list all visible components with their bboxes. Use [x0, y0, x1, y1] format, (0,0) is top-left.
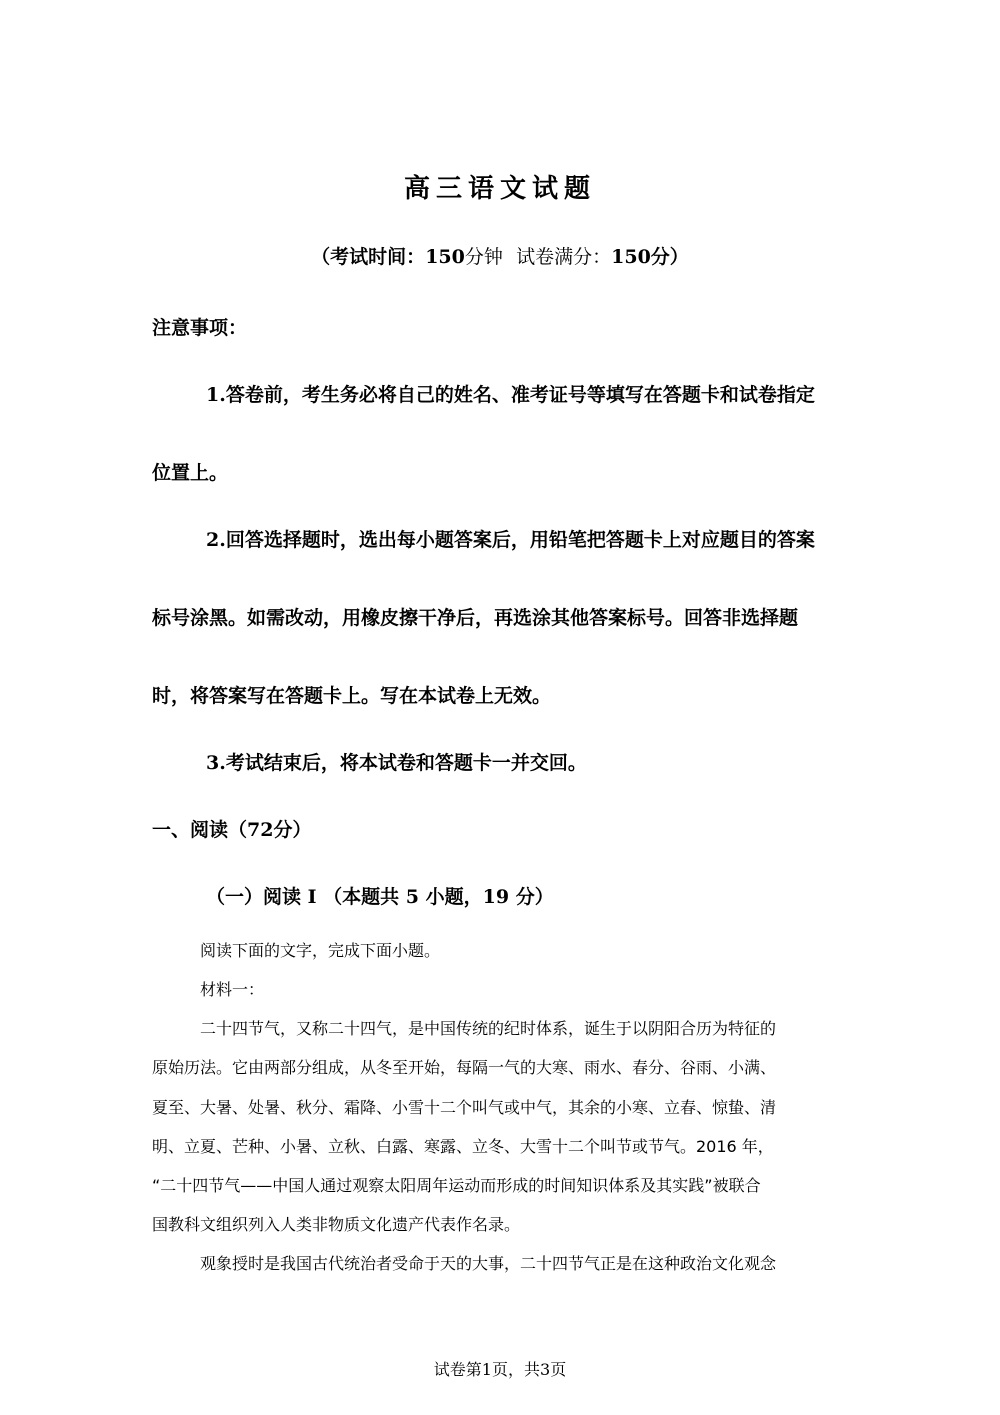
subsection-mid2: 小题，	[425, 886, 483, 908]
exam-score-value: 150	[611, 246, 651, 268]
footer-page-number: 1	[481, 1360, 492, 1379]
section-heading-suffix: 分）	[273, 819, 312, 841]
material-label: 材料一：	[200, 980, 265, 999]
section-heading-prefix: 一、阅读（	[152, 819, 248, 841]
paragraph1-line4: 明、立夏、芒种、小暑、立秋、白露、寒露、立冬、大雪十二个叫节或节气。2016 年，	[152, 1137, 774, 1156]
paragraph1-line6: 国教科文组织列入人类非物质文化遗产代表作名录。	[152, 1215, 521, 1234]
notice-3-text: 考试结束后，将本试卷和答题卡一并交回。	[225, 752, 587, 774]
page-title: 高三语文试题	[403, 174, 596, 204]
section-heading-score: 72	[247, 819, 274, 841]
subsection-count: 5	[405, 886, 420, 908]
notice-2-number: 2.	[206, 529, 226, 551]
subsection-suffix: 分）	[515, 886, 554, 908]
subsection-mid1: （本题共	[323, 886, 400, 908]
exam-time-unit: 分钟	[464, 246, 503, 268]
paragraph1-line3: 夏至、大暑、处暑、秋分、霜降、小雪十二个叫气或中气，其余的小寒、立春、惊蛰、清	[152, 1098, 777, 1117]
exam-info-open: （考试时间：	[311, 246, 426, 268]
exam-info	[0, 242, 1000, 269]
notice-1-text: 答卷前，考生务必将自己的姓名、准考证号等填写在答题卡和试卷指定	[225, 384, 815, 406]
footer-mid: 页，共	[491, 1360, 540, 1379]
paragraph1-line5: “二十四节气——中国人通过观察太阳周年运动而形成的时间知识体系及其实践”被联合	[152, 1176, 761, 1195]
reading-instruction: 阅读下面的文字，完成下面小题。	[200, 941, 441, 960]
subsection-prefix: （一）阅读	[206, 886, 302, 908]
notice-2-line1	[206, 525, 815, 552]
subsection-roman: I	[307, 886, 317, 908]
notice-2-text: 回答选择题时，选出每小题答案后，用铅笔把答题卡上对应题目的答案	[225, 529, 815, 551]
notice-3-number: 3.	[206, 752, 226, 774]
paragraph2-line1: 观象授时是我国古代统治者受命于天的大事，二十四节气正是在这种政治文化观念	[200, 1254, 777, 1273]
notice-heading: 注意事项：	[152, 317, 248, 339]
subsection-heading	[206, 882, 554, 909]
notice-1-line1	[206, 380, 815, 407]
exam-info-close: 分）	[650, 246, 689, 268]
paragraph1-line2: 原始历法。它由两部分组成，从冬至开始，每隔一气的大寒、雨水、春分、谷雨、小满、	[152, 1058, 777, 1077]
notice-3-line1	[206, 748, 587, 775]
notice-2-line3: 时，将答案写在答题卡上。写在本试卷上无效。	[152, 685, 552, 707]
notice-1-number: 1.	[206, 384, 226, 406]
footer-suffix: 页	[550, 1360, 567, 1379]
notice-2-line2: 标号涂黑。如需改动，用橡皮擦干净后，再选涂其他答案标号。回答非选择题	[152, 607, 799, 629]
exam-time-value: 150	[425, 246, 465, 268]
footer-total-pages: 3	[540, 1360, 551, 1379]
page-footer	[0, 1357, 1000, 1380]
paragraph1-line1: 二十四节气，又称二十四气，是中国传统的纪时体系，诞生于以阴阳合历为特征的	[200, 1019, 777, 1038]
subsection-score: 19	[482, 886, 510, 908]
section-heading	[152, 815, 311, 842]
footer-prefix: 试卷第	[433, 1360, 482, 1379]
notice-1-line2: 位置上。	[152, 462, 229, 484]
exam-score-label: 试卷满分：	[516, 246, 612, 268]
